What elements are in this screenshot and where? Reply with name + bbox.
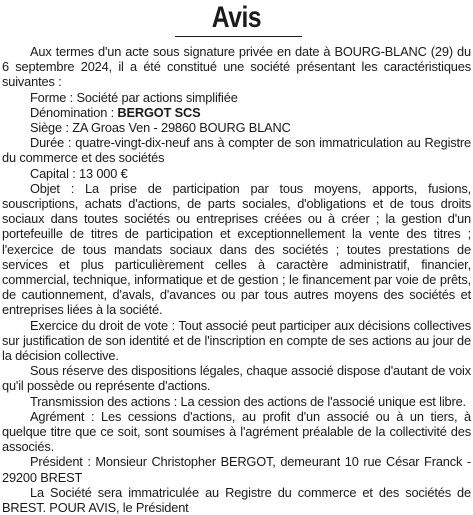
notice-header xyxy=(2,0,471,44)
notice-title: Avis xyxy=(211,1,262,34)
forme-line: Forme : Société par actions simplifiée xyxy=(30,89,238,105)
agrement-paragraph: Agrément : Les cessions d'actions, au profit d'un associé ou à un tiers, à quelque titre que ce soit, sont soumises à l'agrément préalable de la collectivité des associés. xyxy=(2,408,471,455)
reserve-paragraph: Sous réserve des dispositions légales, chaque associé dispose d'autant de voix qu'il possède ou représente d'actions. xyxy=(2,363,471,394)
denomination-label: Dénomination : xyxy=(30,104,118,120)
objet-paragraph: Objet : La prise de participation par tous moyens, apports, fusions, souscriptions, achats d'actions, de parts sociales, d'obligations et de tous droits sociaux dans toutes sociétés ou entreprises créées ou à créer ; la gestion d'un portefeuille de titres de participation et exceptionnellement la vente des titres ; l'exercice de tous mandats sociaux dans des sociétés ; toutes prestations de services et plus particulièrement celles à caractère administratif, financier, commercial, technique, informatique et de gestion ; le financement par voie de prêts, de cautionnement, d'avals, d'avances ou par tous autres moyens des sociétés et entreprises liées à la société. xyxy=(2,180,471,318)
intro-paragraph: Aux termes d'un acte sous signature privée en date à BOURG-BLANC (29) du 6 septembre 2024, il a été constitué une société présentant les caractéristiques suivantes : xyxy=(2,44,471,90)
denomination-value: BERGOT SCS xyxy=(117,104,201,120)
capital-line: Capital : 13 000 € xyxy=(30,165,128,181)
denomination-line xyxy=(2,105,471,120)
president-paragraph: Président : Monsieur Christopher BERGOT, demeurant 10 rue César Franck - 29200 BREST xyxy=(2,454,471,485)
transmission-line: Transmission des actions : La cession des actions de l'associé unique est libre. xyxy=(30,393,466,409)
siege-line: Siège : ZA Groas Ven - 29860 BOURG BLANC xyxy=(30,120,291,136)
title-underline xyxy=(175,36,302,37)
duree-paragraph: Durée : quatre-vingt-dix-neuf ans à compter de son immatriculation au Registre du commerce et des sociétés xyxy=(2,135,471,166)
closing-paragraph: La Société sera immatriculée au Registre du commerce et des sociétés de BREST. POUR AVIS, le Président xyxy=(2,484,471,515)
vote-paragraph: Exercice du droit de vote : Tout associé peut participer aux décisions collectives sur justification de son identité et de l'inscription en compte de ses actions au jour de la décision collective. xyxy=(2,317,471,364)
notice-body xyxy=(2,44,471,515)
